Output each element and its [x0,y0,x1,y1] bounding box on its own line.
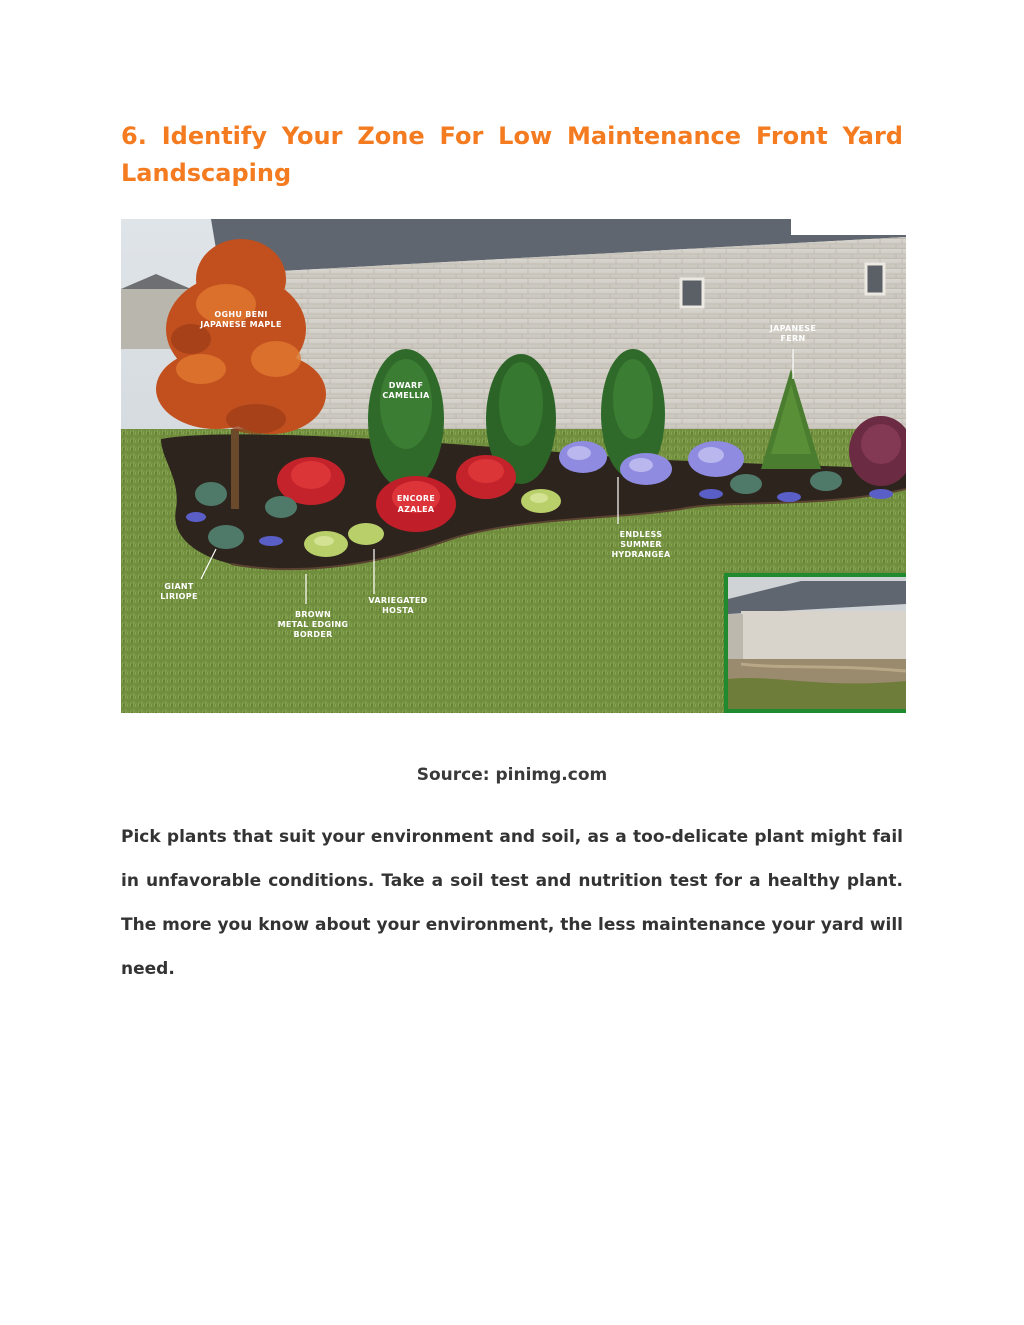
label-edging-line3: BORDER [293,630,333,639]
landscape-illustration [121,219,906,713]
label-azalea-line1: ENCORE [396,494,436,503]
label-hosta-line1: VARIEGATED [368,596,428,605]
label-camellia-line1: DWARF [388,381,424,390]
image-source-caption: Source: pinimg.com [416,765,608,785]
label-hosta-line2: HOSTA [382,606,414,615]
before-photo-inset [724,573,906,713]
label-maple-line2: JAPANESE MAPLE [200,320,282,329]
label-camellia-line2: CAMELLIA [382,391,430,400]
landscape-illustration-svg [121,219,906,713]
label-maple-line1: OGHU BENI [214,310,268,319]
label-hydrangea-line1: ENDLESS [619,530,663,539]
label-edging-line1: BROWN [294,610,332,619]
label-edging-line2: METAL EDGING [277,620,349,629]
label-liriope-line1: GIANT [164,582,194,591]
label-azalea-line2: AZALEA [397,505,435,514]
section-heading: 6. Identify Your Zone For Low Maintenance Front Yard Landscaping [121,122,903,187]
label-hydrangea-line3: HYDRANGEA [611,550,671,559]
label-fern-line2: FERN [780,334,806,343]
body-paragraph: Pick plants that suit your environment and soil, as a too-delicate plant might fail in unfavorable conditions. Take a soil test and nutrition test for a healthy plant. The more you know about your environment, the less maintenance your yard will need. [121,827,903,979]
label-liriope-line2: LIRIOPE [160,592,198,601]
label-hydrangea-line2: SUMMER [620,540,662,549]
label-fern-line1: JAPANESE [769,324,817,333]
